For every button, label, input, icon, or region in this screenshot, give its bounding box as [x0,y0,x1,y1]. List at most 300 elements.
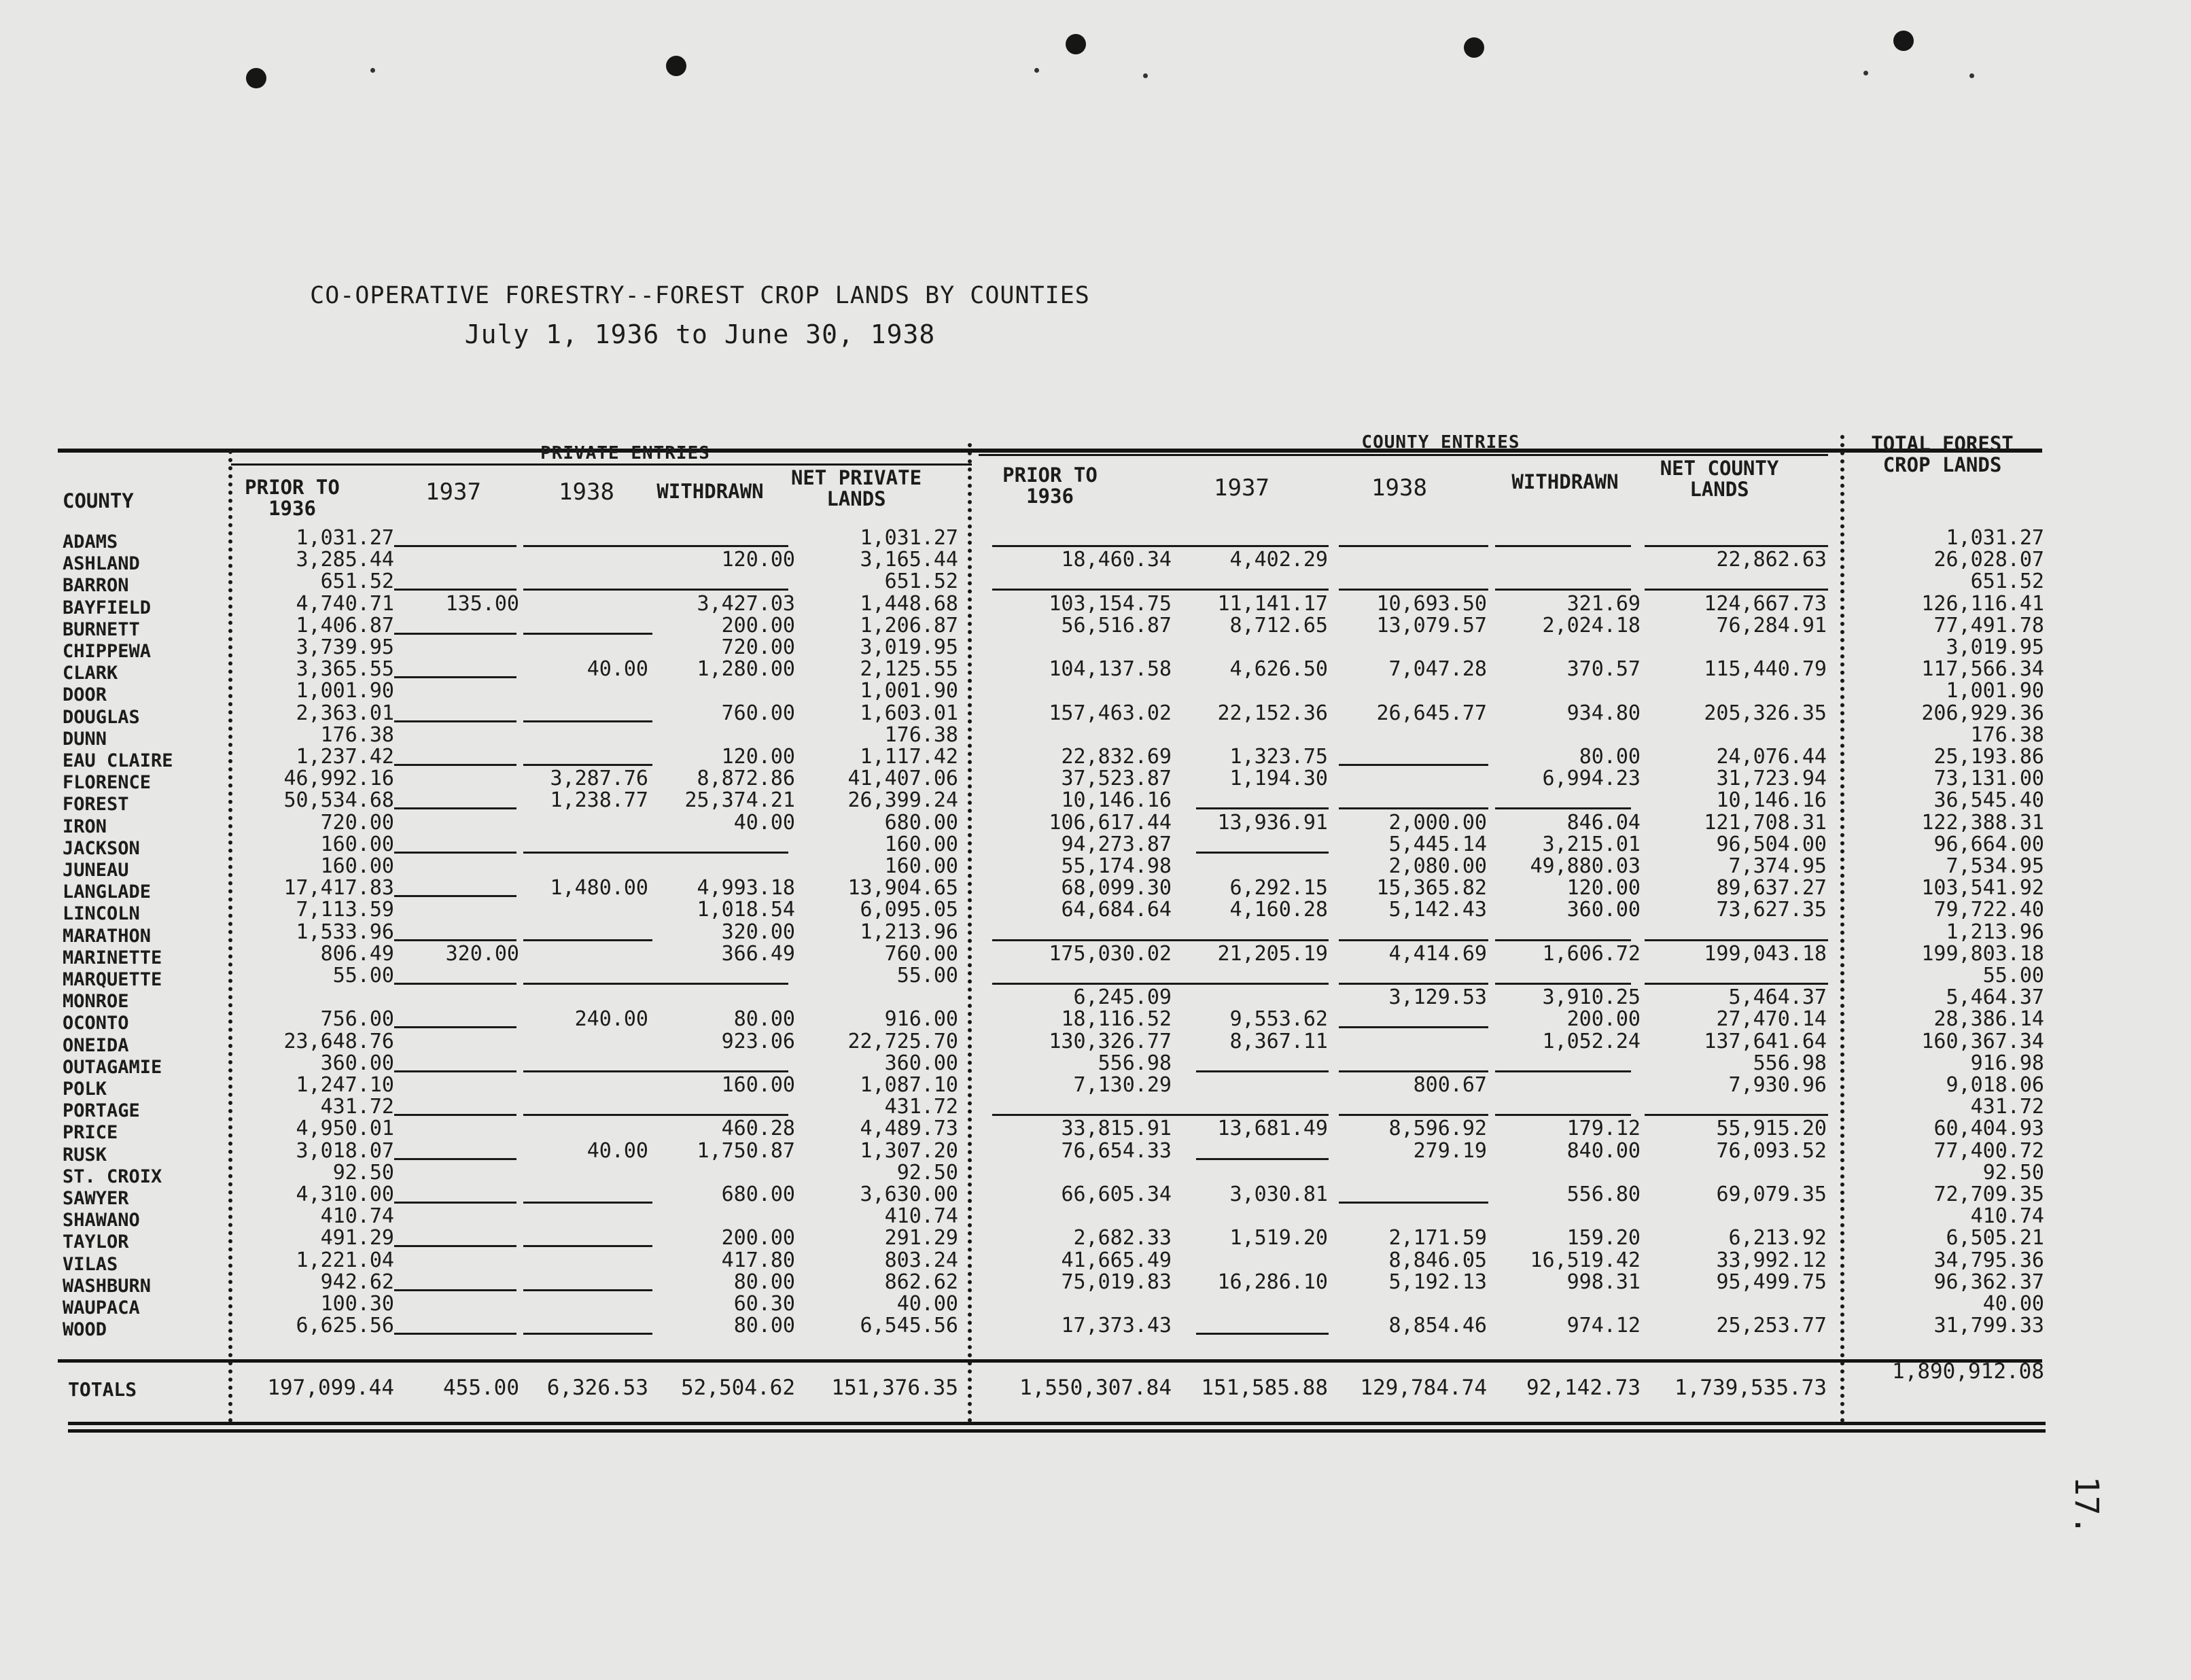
cell-p-withdrawn: 1,280.00 [697,657,795,682]
cell-c-net: 31,723.94 [1716,767,1827,791]
total-private-1938: 6,326.53 [546,1376,648,1400]
cell-total: 431.72 [1970,1095,2044,1119]
cell-p-net: 1,307.20 [860,1138,958,1163]
cell-p-prior: 4,950.01 [296,1117,394,1141]
county-name: LANGLADE [63,881,152,903]
empty-cell-dash [1495,1070,1631,1072]
empty-cell-dash [523,1333,652,1335]
binder-hole [246,68,266,88]
cell-c-1937: 16,286.10 [1217,1270,1328,1294]
cell-c-prior: 33,815.91 [1061,1117,1172,1141]
cell-c-withdrawn: 846.04 [1566,810,1641,835]
empty-cell-dash [394,676,516,678]
cell-c-net: 55,915.20 [1716,1117,1827,1141]
cell-p-prior: 3,018.07 [296,1138,394,1163]
cell-total: 160,367.34 [1921,1029,2044,1053]
cell-c-net: 556.98 [1753,1051,1827,1075]
cell-p-net: 6,545.56 [860,1314,958,1338]
cell-p-net: 1,206.87 [860,613,958,637]
county-name: MARINETTE [63,947,162,968]
empty-cell-dash [992,983,1196,985]
cell-total: 77,491.78 [1933,613,2044,637]
empty-cell-dash [1339,1070,1488,1072]
cell-c-withdrawn: 3,910.25 [1542,985,1641,1010]
empty-cell-dash [394,633,516,635]
cell-p-net: 1,117.42 [860,745,958,769]
cell-p-prior: 4,740.71 [296,591,394,616]
empty-cell-dash [1196,807,1329,809]
cell-p-withdrawn: 160.00 [721,1073,795,1097]
cell-total: 40.00 [1982,1292,2044,1316]
county-name: IRON [63,816,107,837]
empty-cell-dash [394,1333,516,1335]
empty-cell-dash [523,1245,652,1247]
county-name: ONEIDA [63,1034,129,1056]
empty-cell-dash [523,1114,652,1116]
cell-total: 916.98 [1970,1051,2044,1075]
county-name: FLORENCE [63,772,152,794]
cell-c-1937: 4,160.28 [1229,898,1328,922]
cell-p-withdrawn: 720.00 [721,635,795,659]
county-name: ASHLAND [63,553,140,575]
cell-p-withdrawn: 417.80 [721,1248,795,1272]
empty-cell-dash [394,939,516,941]
cell-p-withdrawn: 40.00 [733,810,795,835]
county-name: JUNEAU [63,860,129,881]
cell-c-prior: 56,516.87 [1061,613,1172,637]
cell-c-prior: 68,099.30 [1061,876,1172,900]
empty-cell-dash [523,1289,652,1291]
cell-c-1937: 11,141.17 [1217,591,1328,616]
cell-p-withdrawn: 1,018.54 [697,898,795,922]
county-name: WASHBURN [63,1275,152,1297]
binder-hole [1066,34,1086,54]
cell-p-net: 4,489.73 [860,1117,958,1141]
empty-cell-dash [992,589,1196,591]
header-total: TOTAL FOREST CROP LANDS [1871,432,2014,476]
cell-p-net: 3,019.95 [860,635,958,659]
cell-p-1938: 1,480.00 [550,876,648,900]
empty-cell-dash [1339,545,1488,547]
cell-p-net: 41,407.06 [847,767,958,791]
cell-p-withdrawn: 923.06 [721,1029,795,1053]
cell-c-1938: 8,596.92 [1388,1117,1487,1141]
table-bottom-rule-2 [68,1429,2046,1433]
cell-c-net: 69,079.35 [1716,1183,1827,1206]
cell-p-net: 22,725.70 [847,1029,958,1053]
cell-total: 25,193.86 [1933,745,2044,769]
empty-cell-dash [523,1202,652,1204]
cell-c-withdrawn: 16,519.42 [1530,1248,1641,1272]
cell-total: 206,929.36 [1921,701,2044,725]
cell-c-1938: 279.19 [1413,1138,1487,1163]
page-subtitle: July 1, 1936 to June 30, 1938 [464,319,936,349]
cell-c-1937: 1,194.30 [1229,767,1328,791]
cell-total: 122,388.31 [1921,810,2044,835]
cell-c-withdrawn: 1,052.24 [1542,1029,1641,1053]
cell-c-prior: 103,154.75 [1049,591,1172,616]
cell-c-prior: 10,146.16 [1061,788,1172,813]
empty-cell-dash [1495,983,1631,985]
total-forest-crop-lands: 1,890,912.08 [1892,1359,2044,1384]
cell-total: 3,019.95 [1946,635,2044,659]
cell-c-withdrawn: 321.69 [1566,591,1641,616]
county-name: WOOD [63,1319,107,1341]
county-name: MARQUETTE [63,969,162,990]
county-name: OCONTO [63,1013,129,1034]
cell-c-prior: 64,684.64 [1061,898,1172,922]
cell-total: 73,131.00 [1933,767,2044,791]
cell-c-net: 7,374.95 [1728,854,1827,878]
cell-p-withdrawn: 80.00 [733,1270,795,1294]
speck [1034,68,1039,73]
empty-cell-dash [1495,545,1631,547]
cell-total: 5,464.37 [1946,985,2044,1010]
cell-c-1938: 2,171.59 [1388,1226,1487,1250]
cell-c-prior: 7,130.29 [1073,1073,1172,1097]
cell-c-net: 205,326.35 [1704,701,1827,725]
cell-p-prior: 160.00 [320,832,394,856]
cell-p-net: 916.00 [884,1007,958,1032]
cell-c-net: 76,284.91 [1716,613,1827,637]
totals-top-rule [58,1359,2042,1363]
cell-p-prior: 50,534.68 [283,788,394,813]
cell-c-net: 24,076.44 [1716,745,1827,769]
total-county-withdrawn: 92,142.73 [1526,1376,1641,1400]
cell-c-prior: 55,174.98 [1061,854,1172,878]
county-name: MARATHON [63,925,152,947]
cell-c-net: 22,862.63 [1716,548,1827,572]
cell-c-1938: 800.67 [1413,1073,1487,1097]
binder-hole [1464,37,1484,58]
group-county-entries: COUNTY ENTRIES [1361,432,1520,453]
empty-cell-dash [652,1114,788,1116]
cell-c-prior: 94,273.87 [1061,832,1172,856]
cell-c-net: 199,043.18 [1704,941,1827,966]
empty-cell-dash [992,1114,1196,1116]
total-private-withdrawn: 52,504.62 [681,1376,795,1400]
cell-c-1938: 10,693.50 [1376,591,1487,616]
cell-p-prior: 942.62 [320,1270,394,1294]
cell-c-net: 25,253.77 [1716,1314,1827,1338]
cell-c-net: 33,992.12 [1716,1248,1827,1272]
cell-p-withdrawn: 80.00 [733,1007,795,1032]
empty-cell-dash [1339,807,1488,809]
county-name: RUSK [63,1144,107,1166]
empty-cell-dash [652,1070,788,1072]
empty-cell-dash [523,633,652,635]
cell-c-net: 96,504.00 [1716,832,1827,856]
total-county-prior: 1,550,307.84 [1019,1376,1172,1400]
cell-total: 28,386.14 [1933,1007,2044,1032]
cell-p-prior: 1,031.27 [296,526,394,550]
cell-c-1938: 5,192.13 [1388,1270,1487,1294]
cell-c-1938: 26,645.77 [1376,701,1487,725]
cell-p-prior: 431.72 [320,1095,394,1119]
cell-p-withdrawn: 1,750.87 [697,1138,795,1163]
cell-total: 1,001.90 [1946,679,2044,703]
county-name: POLK [63,1079,107,1100]
cell-p-prior: 756.00 [320,1007,394,1032]
empty-cell-dash [992,545,1196,547]
cell-p-1937: 320.00 [445,941,519,966]
cell-p-net: 176.38 [884,722,958,747]
empty-cell-dash [523,1070,652,1072]
county-name: EAU CLAIRE [63,750,173,771]
cell-c-net: 76,093.52 [1716,1138,1827,1163]
cell-p-prior: 1,221.04 [296,1248,394,1272]
cell-total: 1,031.27 [1946,526,2044,550]
cell-p-prior: 651.52 [320,570,394,594]
cell-total: 34,795.36 [1933,1248,2044,1272]
county-name: TAYLOR [63,1231,129,1253]
cell-p-prior: 3,739.95 [296,635,394,659]
cell-c-prior: 22,832.69 [1061,745,1172,769]
empty-cell-dash [1196,852,1329,854]
county-name: DOOR [63,684,107,706]
separator-county-total [1840,435,1844,1423]
empty-cell-dash [1196,545,1329,547]
empty-cell-dash [394,1114,516,1116]
cell-c-withdrawn: 370.57 [1566,657,1641,682]
cell-p-prior: 23,648.76 [283,1029,394,1053]
cell-p-withdrawn: 4,993.18 [697,876,795,900]
empty-cell-dash [1196,1158,1329,1160]
header-county: COUNTY [63,489,134,512]
cell-c-prior: 18,460.34 [1061,548,1172,572]
empty-cell-dash [652,983,788,985]
header-private-prior: PRIOR TO 1936 [245,476,340,520]
empty-cell-dash [394,545,516,547]
group-underline-private [231,463,972,466]
cell-c-net: 27,470.14 [1716,1007,1827,1032]
header-private-1937: 1937 [425,478,481,506]
header-county-1938: 1938 [1371,474,1427,502]
county-name: WAUPACA [63,1297,140,1318]
empty-cell-dash [394,1070,516,1072]
cell-total: 103,541.92 [1921,876,2044,900]
county-name: CHIPPEWA [63,641,152,662]
cell-p-withdrawn: 366.49 [721,941,795,966]
empty-cell-dash [1339,1202,1488,1204]
empty-cell-dash [1196,1114,1329,1116]
cell-total: 92.50 [1982,1160,2044,1185]
cell-p-prior: 4,310.00 [296,1183,394,1206]
cell-c-withdrawn: 2,024.18 [1542,613,1641,637]
cell-total: 96,362.37 [1933,1270,2044,1294]
cell-p-prior: 1,533.96 [296,920,394,944]
empty-cell-dash [1339,939,1488,941]
empty-cell-dash [1495,939,1631,941]
cell-p-withdrawn: 120.00 [721,745,795,769]
page-number: 17. [2067,1476,2105,1535]
cell-c-net: 89,637.27 [1716,876,1827,900]
cell-p-net: 410.74 [884,1204,958,1229]
cell-p-net: 1,001.90 [860,679,958,703]
cell-c-net: 115,440.79 [1704,657,1827,682]
total-county-1938: 129,784.74 [1360,1376,1487,1400]
cell-p-net: 1,031.27 [860,526,958,550]
cell-c-withdrawn: 120.00 [1566,876,1641,900]
cell-c-prior: 75,019.83 [1061,1270,1172,1294]
binder-hole [666,56,686,76]
header-county-1937: 1937 [1214,474,1269,502]
cell-p-net: 760.00 [884,941,958,966]
cell-p-prior: 360.00 [320,1051,394,1075]
empty-cell-dash [1339,983,1488,985]
county-name: OUTAGAMIE [63,1056,162,1078]
county-name: SHAWANO [63,1210,140,1231]
empty-cell-dash [394,589,516,591]
cell-p-prior: 46,992.16 [283,767,394,791]
cell-c-1937: 1,519.20 [1229,1226,1328,1250]
cell-c-net: 121,708.31 [1704,810,1827,835]
empty-cell-dash [523,720,652,722]
cell-total: 26,028.07 [1933,548,2044,572]
cell-c-prior: 17,373.43 [1061,1314,1172,1338]
empty-cell-dash [523,852,652,854]
cell-c-prior: 76,654.33 [1061,1138,1172,1163]
cell-p-net: 6,095.05 [860,898,958,922]
cell-c-net: 5,464.37 [1728,985,1827,1010]
empty-cell-dash [1339,1114,1488,1116]
cell-total: 176.38 [1970,722,2044,747]
cell-p-net: 431.72 [884,1095,958,1119]
empty-cell-dash [652,589,788,591]
cell-c-withdrawn: 80.00 [1579,745,1641,769]
cell-p-withdrawn: 200.00 [721,613,795,637]
cell-c-prior: 106,617.44 [1049,810,1172,835]
cell-p-net: 803.24 [884,1248,958,1272]
cell-c-withdrawn: 360.00 [1566,898,1641,922]
total-county-net: 1,739,535.73 [1675,1376,1827,1400]
county-name: JACKSON [63,837,140,859]
county-name: PRICE [63,1122,118,1144]
header-private-1938: 1938 [559,478,614,506]
cell-p-withdrawn: 120.00 [721,548,795,572]
cell-c-1937: 6,292.15 [1229,876,1328,900]
empty-cell-dash [394,895,516,897]
cell-c-1937: 13,936.91 [1217,810,1328,835]
cell-c-withdrawn: 556.80 [1566,1183,1641,1206]
cell-c-prior: 104,137.58 [1049,657,1172,682]
cell-p-1938: 1,238.77 [550,788,648,813]
cell-total: 36,545.40 [1933,788,2044,813]
cell-p-net: 13,904.65 [847,876,958,900]
binder-hole [1893,31,1914,51]
total-private-net: 151,376.35 [831,1376,958,1400]
cell-c-1938: 8,854.46 [1388,1314,1487,1338]
empty-cell-dash [1339,589,1488,591]
empty-cell-dash [394,983,516,985]
cell-c-withdrawn: 3,215.01 [1542,832,1641,856]
cell-c-1937: 13,681.49 [1217,1117,1328,1141]
empty-cell-dash [652,545,788,547]
county-name: BURNETT [63,618,140,640]
empty-cell-dash [1196,1070,1329,1072]
empty-cell-dash [1645,983,1828,985]
cell-c-1938: 8,846.05 [1388,1248,1487,1272]
cell-c-net: 6,213.92 [1728,1226,1827,1250]
empty-cell-dash [394,720,516,722]
empty-cell-dash [1196,939,1329,941]
cell-c-1937: 8,367.11 [1229,1029,1328,1053]
cell-p-net: 3,165.44 [860,548,958,572]
empty-cell-dash [523,545,652,547]
cell-p-prior: 92.50 [332,1160,394,1185]
cell-p-net: 1,603.01 [860,701,958,725]
empty-cell-dash [1196,983,1329,985]
county-name: DUNN [63,728,107,750]
empty-cell-dash [394,1158,516,1160]
cell-total: 126,116.41 [1921,591,2044,616]
cell-c-1938: 2,080.00 [1388,854,1487,878]
speck [1143,73,1148,78]
cell-total: 9,018.06 [1946,1073,2044,1097]
cell-p-net: 160.00 [884,832,958,856]
cell-c-withdrawn: 934.80 [1566,701,1641,725]
cell-p-prior: 176.38 [320,722,394,747]
cell-p-withdrawn: 760.00 [721,701,795,725]
cell-total: 77,400.72 [1933,1138,2044,1163]
cell-p-prior: 55.00 [332,964,394,987]
cell-c-prior: 41,665.49 [1061,1248,1172,1272]
empty-cell-dash [1495,1114,1631,1116]
separator-private-county [968,443,972,1423]
cell-p-net: 360.00 [884,1051,958,1075]
empty-cell-dash [394,807,516,809]
county-name: CLARK [63,663,118,684]
empty-cell-dash [1645,589,1828,591]
cell-total: 651.52 [1970,570,2044,594]
group-private-entries: PRIVATE ENTRIES [540,443,710,463]
cell-c-net: 73,627.35 [1716,898,1827,922]
cell-c-1938: 13,079.57 [1376,613,1487,637]
county-name: VILAS [63,1253,118,1275]
table-top-rule [58,449,2042,453]
cell-total: 7,534.95 [1946,854,2044,878]
total-private-prior: 197,099.44 [267,1376,394,1400]
speck [370,68,375,73]
county-name: MONROE [63,991,129,1013]
cell-c-1937: 4,626.50 [1229,657,1328,682]
empty-cell-dash [992,939,1196,941]
empty-cell-dash [523,764,652,766]
cell-c-withdrawn: 200.00 [1566,1007,1641,1032]
empty-cell-dash [1196,1333,1329,1335]
cell-p-net: 40.00 [896,1292,958,1316]
cell-p-prior: 17,417.83 [283,876,394,900]
cell-p-prior: 720.00 [320,810,394,835]
cell-total: 60,404.93 [1933,1117,2044,1141]
county-name: PORTAGE [63,1100,140,1122]
cell-c-withdrawn: 1,606.72 [1542,941,1641,966]
totals-label: TOTALS [68,1378,137,1401]
header-private-withdrawn: WITHDRAWN [656,480,764,503]
page-title: CO-OPERATIVE FORESTRY--FOREST CROP LANDS BY COUNTIES [310,282,1090,309]
county-name: DOUGLAS [63,706,140,728]
cell-p-1938: 240.00 [574,1007,648,1032]
empty-cell-dash [1495,807,1631,809]
cell-p-prior: 491.29 [320,1226,394,1250]
cell-total: 199,803.18 [1921,941,2044,966]
cell-c-withdrawn: 840.00 [1566,1138,1641,1163]
cell-c-1938: 3,129.53 [1388,985,1487,1010]
cell-p-net: 55.00 [896,964,958,987]
cell-c-prior: 175,030.02 [1049,941,1172,966]
county-name: BAYFIELD [63,597,152,618]
separator-county [228,450,232,1423]
